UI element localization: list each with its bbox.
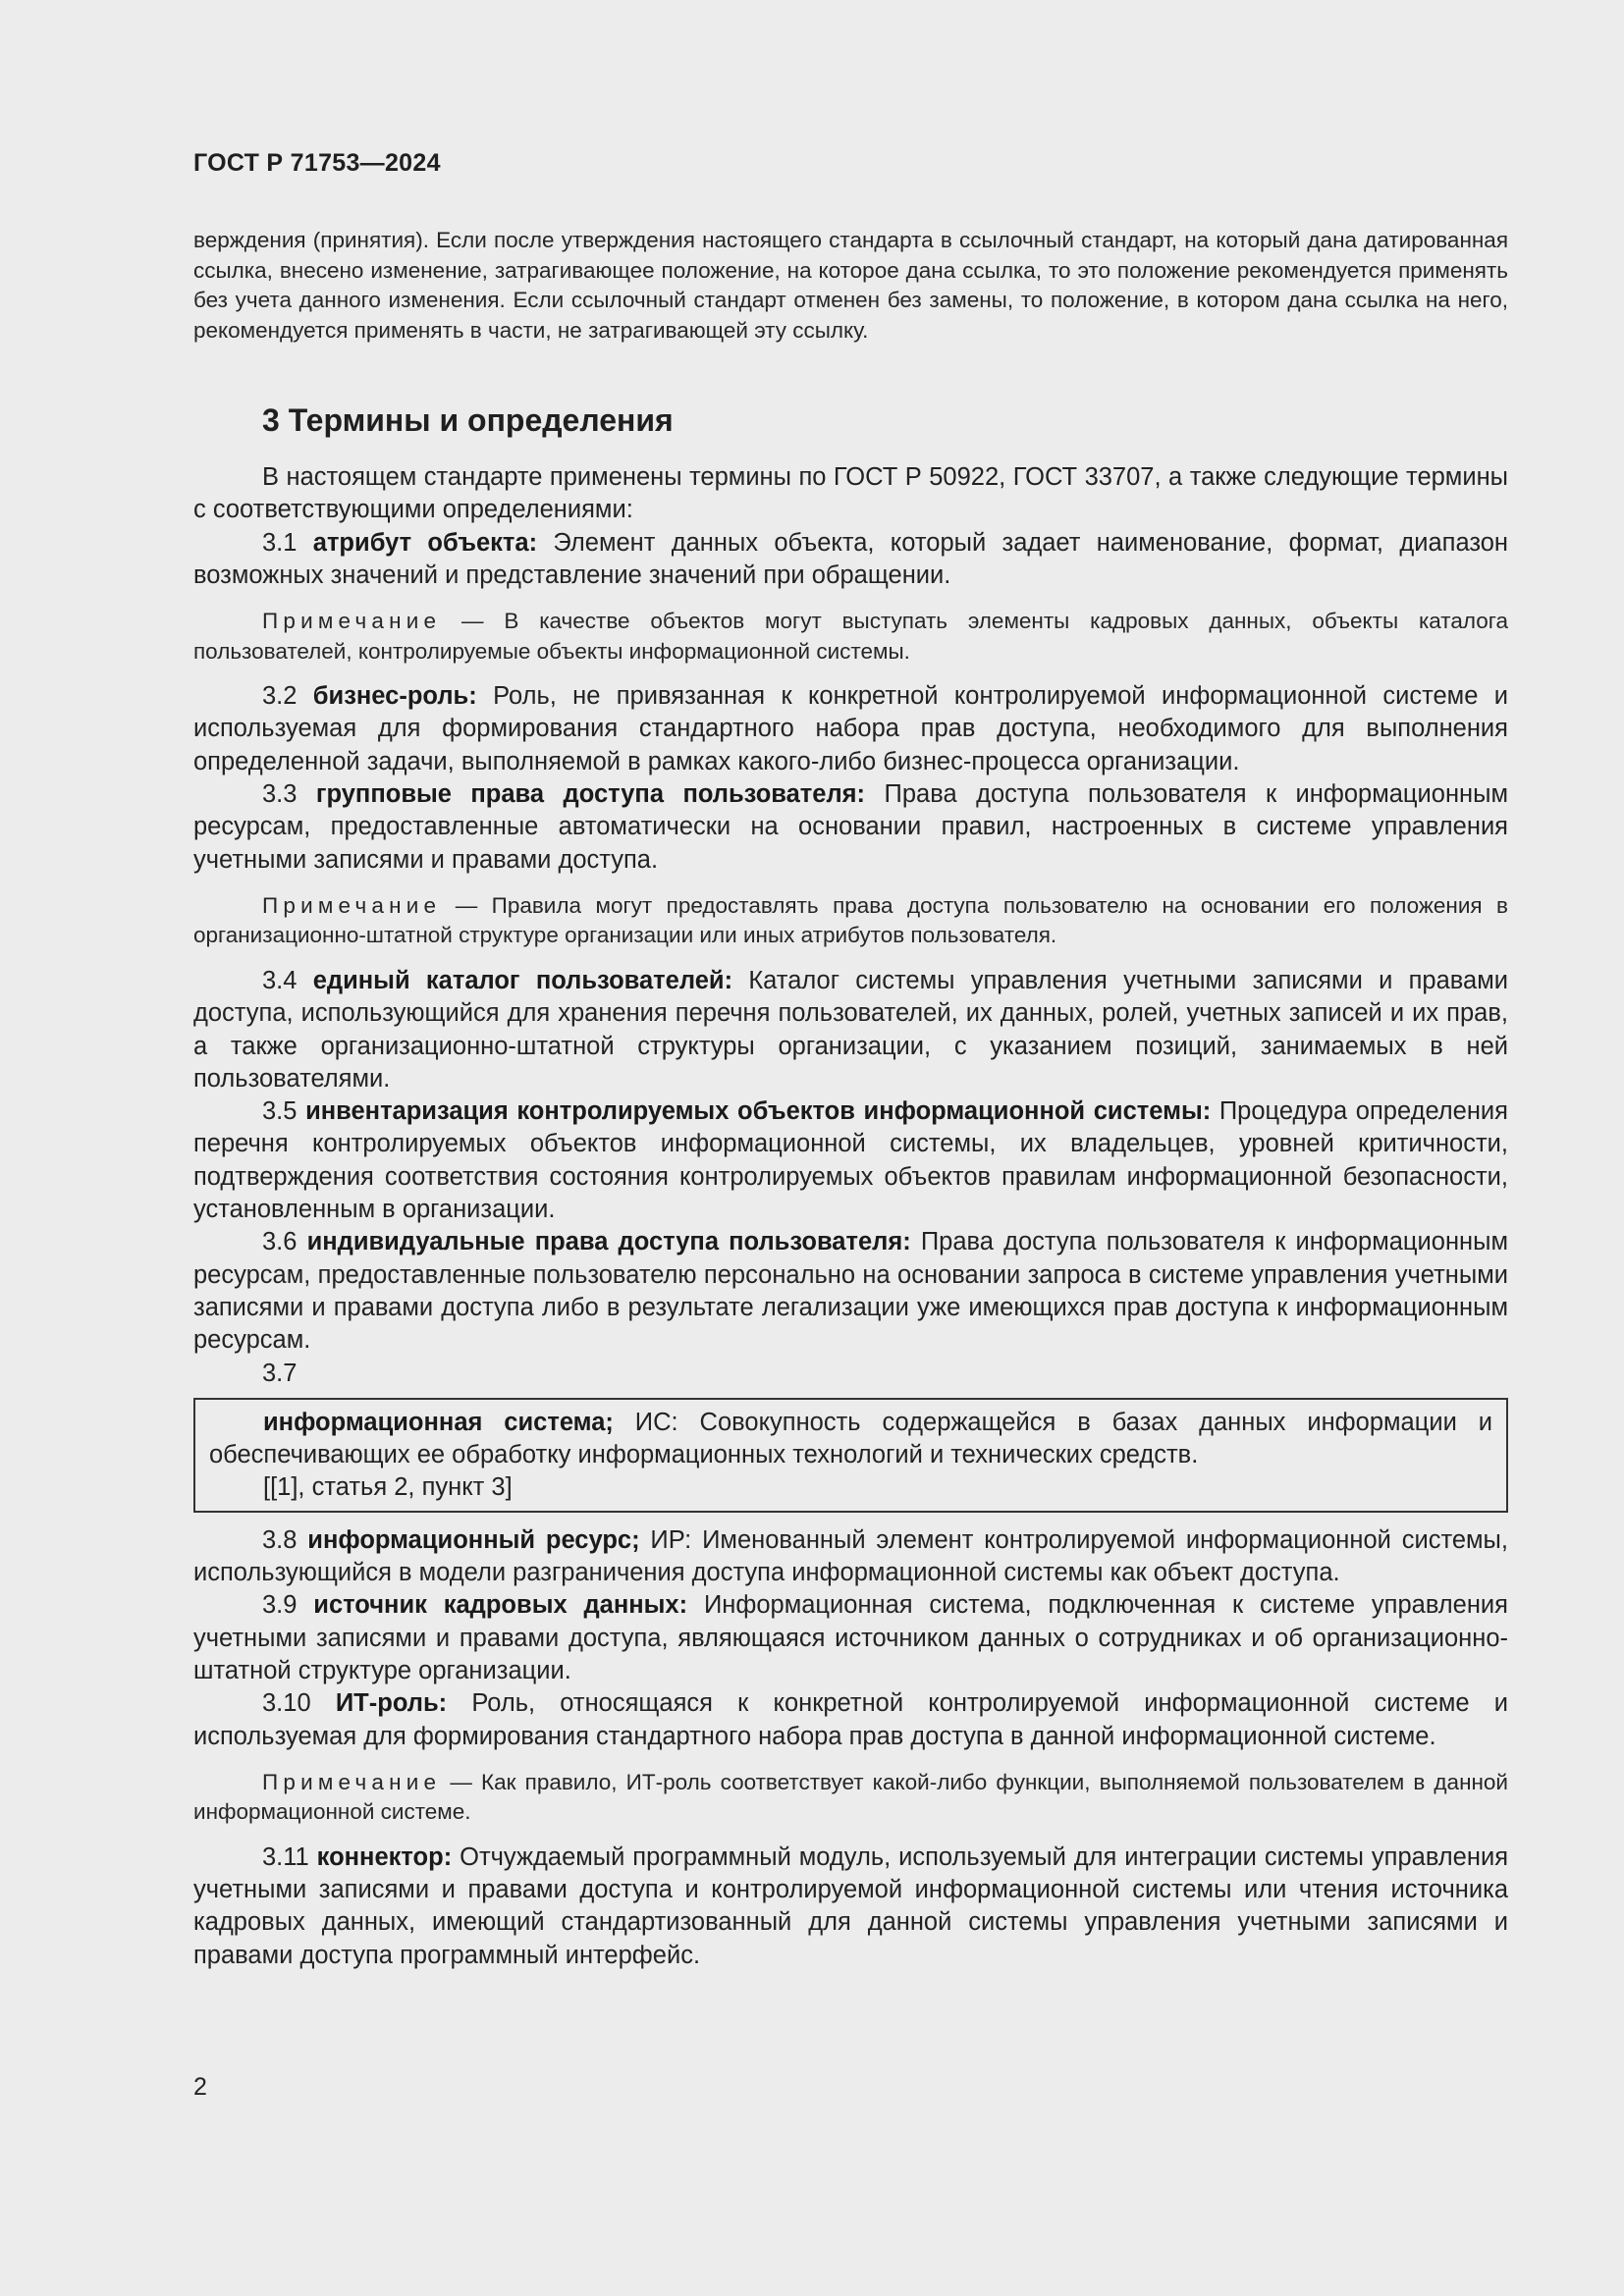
term-definition: Права доступа пользователя к информационным ресурсам, предоставленные пользователю персонально на основании запроса в системе управления учетными записями и правами доступа либо в результате легализации уже имеющихся прав доступа к информационным ресурсам. (193, 1228, 1508, 1355)
term-number: 3.1 (262, 528, 313, 557)
term-3-6 (193, 1226, 1508, 1357)
term-3-9 (193, 1589, 1508, 1687)
page-number: 2 (193, 2073, 207, 2101)
term-title: инвентаризация контролируемых объектов информационной системы: (305, 1097, 1212, 1126)
section-lead: В настоящем стандарте применены термины по ГОСТ Р 50922, ГОСТ 33707, а также следующие термины с соответствующими определениями: (193, 463, 1508, 524)
term-number: 3.4 (262, 966, 313, 994)
term-definition: Роль, относящаяся к конкретной контролируемой информационной системе и используемая для формирования стандартного набора прав доступа в данной информационной системе. (193, 1689, 1509, 1750)
note-label: Примечание (262, 892, 442, 918)
term-3-10 (193, 1687, 1508, 1753)
term-definition: Элемент данных объекта, который задает наименование, формат, диапазон возможных значений и представление значений при обращении. (193, 528, 1509, 589)
term-title: групповые права доступа пользователя: (315, 780, 866, 809)
term-number: 3.6 (262, 1228, 307, 1256)
term-definition: Каталог системы управления учетными записями и правами доступа, использующийся для хранения перечня пользователей, их данных, ролей, учетных записей и их прав, а также организационно-штатной структуры организации, с указанием позиций, занимаемых в ней пользователями. (193, 966, 1508, 1093)
term-3-7 (209, 1407, 1492, 1472)
note-label: Примечание (262, 609, 442, 634)
term-definition: Права доступа пользователя к информационным ресурсам, предоставленные автоматически на основании правил, настроенных в системе управления учетными записями и правами доступа. (193, 780, 1508, 874)
term-title: коннектор: (316, 1842, 453, 1871)
note-dash: — (441, 1769, 482, 1794)
term-definition: Информационная система, подключенная к системе управления учетными записями и правами доступа, являющаяся источником данных о сотрудниках и об организационно-штатной структуре организации. (193, 1591, 1508, 1684)
note-text: Правила могут предоставлять права доступа пользователю на основании его положения в организационно-штатной структуре организации или иных атрибутов пользователя. (193, 892, 1508, 948)
note-dash: — (441, 609, 505, 634)
term-number: 3.2 (262, 682, 313, 711)
term-3-3 (193, 778, 1508, 877)
note-3-1 (193, 607, 1508, 667)
term-reference: [[1], статья 2, пункт 3] (263, 1473, 513, 1502)
term-3-2 (193, 680, 1508, 778)
intro-paragraph: верждения (принятия). Если после утверждения настоящего стандарта в ссылочный стандарт, на который дана датированная ссылка, внесено изменение, затрагивающее положение, на которое дана ссылка, то это положение рекомендуется применять без учета данного изменения. Если ссылочный стандарт отменен без замены, то положение, в котором дана ссылка на него, рекомендуется применять в части, не затрагивающей эту ссылку. (193, 228, 1508, 343)
section-body (193, 461, 1508, 1972)
note-text: Как правило, ИТ-роль соответствует какой-либо функции, выполняемой пользователем в данной информационной системе. (193, 1769, 1508, 1825)
term-3-7-number: 3.7 (262, 1359, 298, 1387)
term-definition: Отчуждаемый программный модуль, используемый для интеграции системы управления учетными записями и правами доступа и контролируемой информационной системы или чтения источника кадровых данных, имеющий стандартизованный для данной системы управления учетными записями и правами доступа программный интерфейс. (193, 1842, 1508, 1969)
term-title: источник кадровых данных: (313, 1591, 688, 1620)
term-title: атрибут объекта: (312, 528, 538, 557)
term-title: информационная система; (263, 1408, 614, 1436)
term-title: единый каталог пользователей: (312, 966, 733, 994)
note-label: Примечание (262, 1769, 442, 1794)
term-number: 3.3 (262, 780, 316, 809)
term-definition: Процедура определения перечня контролируемых объектов информационной системы, их владельцев, уровней критичности, подтверждения соответствия состояния контролируемых объектов правилам информационной безопасности, установленным в организации. (193, 1097, 1508, 1224)
note-dash: — (441, 892, 492, 918)
note-3-10 (193, 1768, 1508, 1828)
term-3-5 (193, 1095, 1508, 1226)
note-3-3 (193, 891, 1508, 951)
term-title: ИТ-роль: (335, 1689, 448, 1718)
term-number: 3.10 (262, 1689, 336, 1718)
term-number: 3.5 (262, 1097, 306, 1126)
term-number: 3.8 (262, 1525, 308, 1554)
term-number: 3.9 (262, 1591, 314, 1620)
term-title: информационный ресурс; (307, 1525, 640, 1554)
term-3-8 (193, 1524, 1508, 1590)
section-heading: 3 Термины и определения (262, 402, 674, 438)
term-number: 3.11 (262, 1842, 317, 1871)
term-3-4 (193, 965, 1508, 1095)
term-definition: ИР: Именованный элемент контролируемой информационной системы, использующийся в модели разграничения доступа информационной системы как объект доступа. (193, 1525, 1508, 1587)
note-text: В качестве объектов могут выступать элементы кадровых данных, объекты каталога пользователей, контролируемые объекты информационной системы. (193, 609, 1508, 664)
term-3-1 (193, 527, 1508, 593)
term-title: бизнес-роль: (312, 682, 477, 711)
term-3-11 (193, 1842, 1508, 1972)
document-header: ГОСТ Р 71753—2024 (193, 149, 441, 177)
term-3-7-box (193, 1398, 1508, 1513)
term-title: индивидуальные права доступа пользователя: (306, 1228, 911, 1256)
term-definition: Роль, не привязанная к конкретной контролируемой информационной системе и используемая для формирования стандартного набора прав доступа, необходимого для выполнения определенной задачи, выполняемой в рамках какого-либо бизнес-процесса организации. (193, 682, 1508, 775)
term-definition: ИС: Совокупность содержащейся в базах данных информации и обеспечивающих ее обработку информационных технологий и технических средств. (209, 1408, 1492, 1469)
